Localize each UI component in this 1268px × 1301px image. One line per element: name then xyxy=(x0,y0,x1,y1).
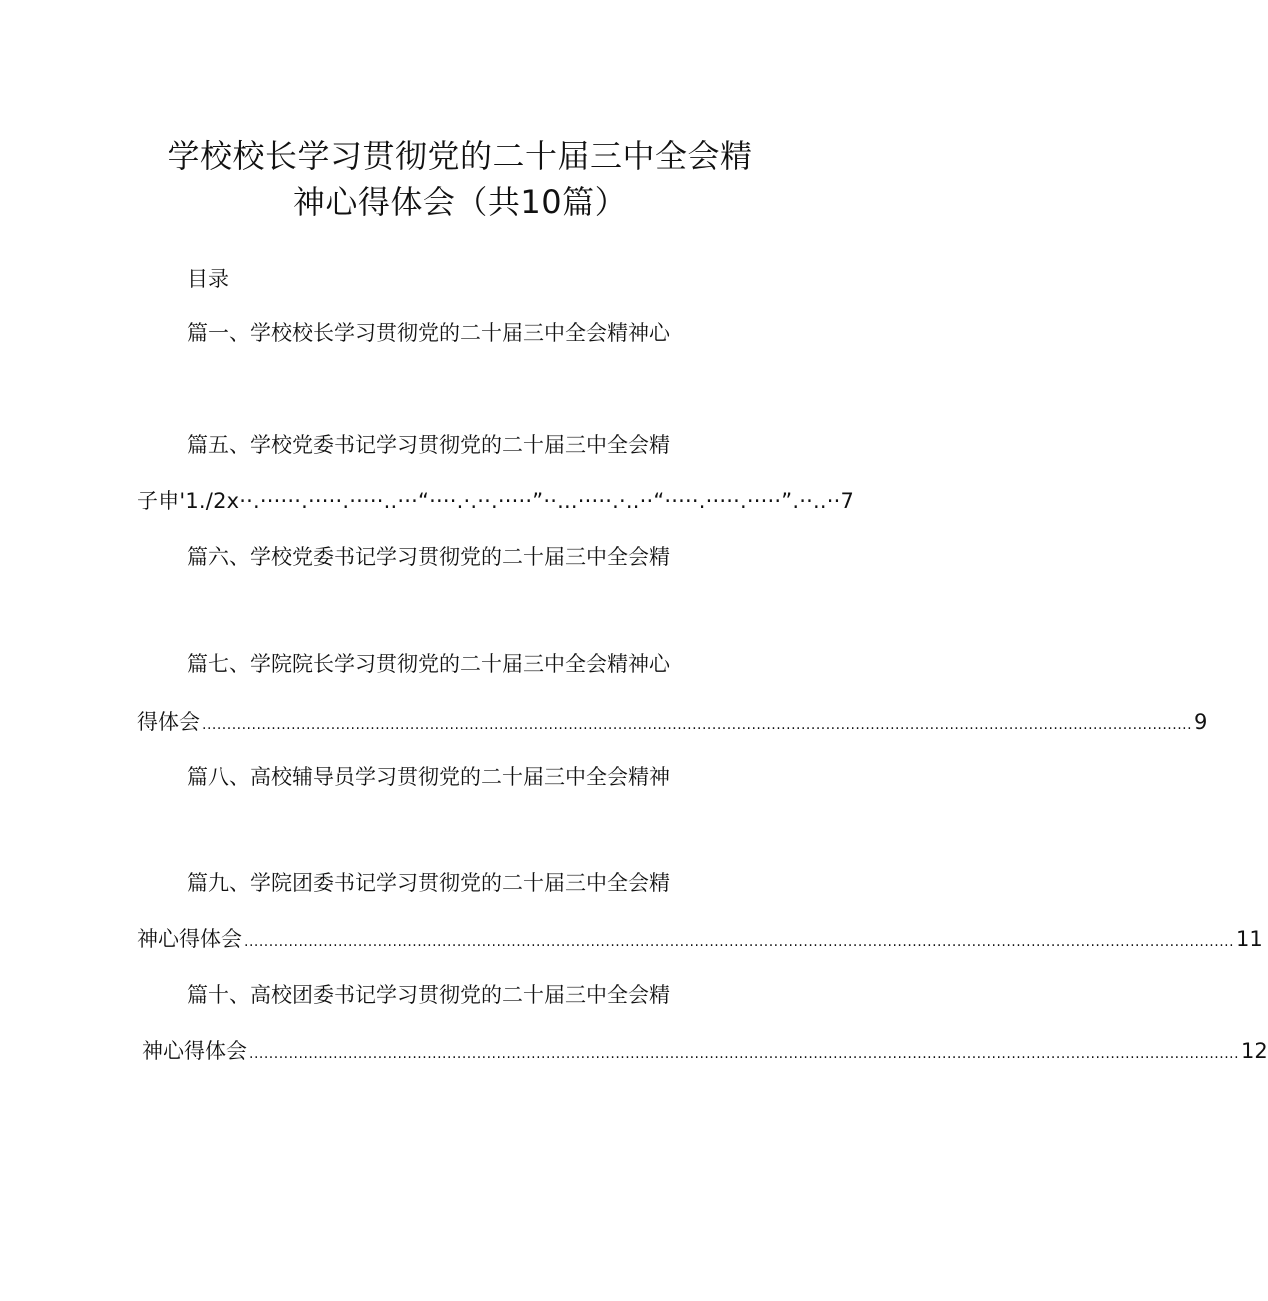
toc-entry-7-continuation xyxy=(137,707,1208,740)
toc-entry-10-continuation xyxy=(142,1036,1268,1069)
toc-entry-10-text: 神心得体会 xyxy=(142,1039,247,1063)
toc-entry-7: 篇七、学院院长学习贯彻党的二十届三中全会精神心 xyxy=(187,652,670,676)
toc-page-number: 11 xyxy=(1236,927,1263,951)
toc-entry-5: 篇五、学校党委书记学习贯彻党的二十届三中全会精 xyxy=(187,433,670,457)
title-line-1: 学校校长学习贯彻党的二十届三中全会精 xyxy=(167,137,753,175)
toc-page-number: 12 xyxy=(1241,1039,1268,1063)
toc-entry-9-text: 神心得体会 xyxy=(137,927,242,951)
dot-leader: ........................................................................................................................................................................................................ xyxy=(202,717,1193,733)
toc-heading: 目录 xyxy=(187,267,229,291)
toc-entry-7-text: 得体会 xyxy=(137,710,200,734)
title-line-2: 神心得体会（共10篇） xyxy=(292,183,628,221)
toc-entry-9-continuation xyxy=(137,924,1263,957)
toc-entry-5-garbled-line: 子申'1./2x··.······.·····.·····..···“····.·.··.·····”··...·····.·..··“·····.·····.·····”.··..··7 xyxy=(137,489,855,513)
toc-entry-6: 篇六、学校党委书记学习贯彻党的二十届三中全会精 xyxy=(187,545,670,569)
toc-page-number: 9 xyxy=(1194,710,1208,734)
dot-leader: ........................................................................................................................................................................................................ xyxy=(249,1046,1240,1062)
toc-entry-1: 篇一、学校校长学习贯彻党的二十届三中全会精神心 xyxy=(187,321,670,345)
toc-entry-8: 篇八、高校辅导员学习贯彻党的二十届三中全会精神 xyxy=(187,765,670,789)
document-title xyxy=(0,133,920,225)
toc-entry-9: 篇九、学院团委书记学习贯彻党的二十届三中全会精 xyxy=(187,871,670,895)
dot-leader: ........................................................................................................................................................................................................ xyxy=(244,934,1235,950)
toc-entry-10: 篇十、高校团委书记学习贯彻党的二十届三中全会精 xyxy=(187,983,670,1007)
